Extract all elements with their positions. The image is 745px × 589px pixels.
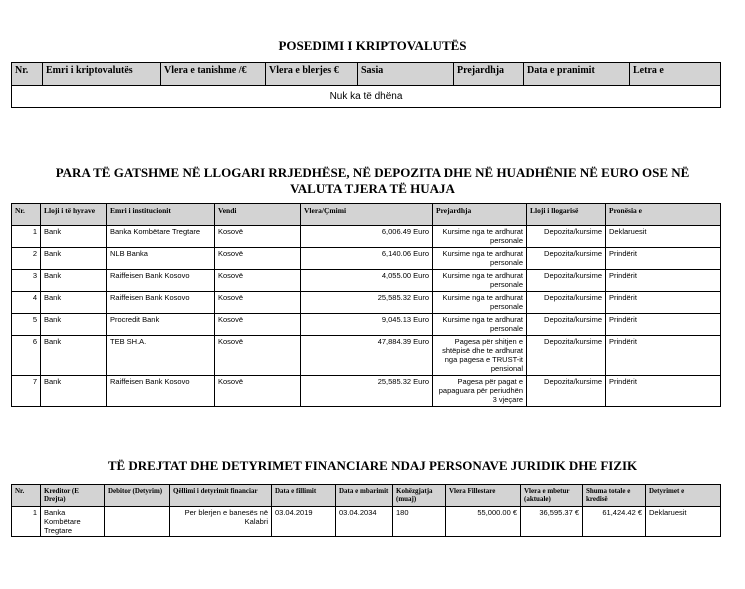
- cash-cell-origin: Kursime nga te ardhurat personale: [433, 248, 527, 270]
- cash-title-line1: PARA TË GATSHME NË LLOGARI RRJEDHËSE, NË DEPOZITA DHE NË HUADHËNIE NË EURO OSE NË: [55, 165, 690, 180]
- cash-col-country: Vendi: [215, 204, 301, 226]
- cash-cell-ownership: Prindërit: [606, 376, 721, 407]
- table-row: [12, 292, 721, 314]
- cash-cell-institution: Raiffeisen Bank Kosovo: [107, 376, 215, 407]
- cash-cell-institution: TEB SH.A.: [107, 336, 215, 376]
- crypto-col-purchase-value: Vlera e blerjes €: [266, 63, 358, 86]
- debts-header-row: [12, 485, 721, 507]
- debts-cell-end: 03.04.2034: [336, 507, 393, 537]
- cash-cell-origin: Kursime nga te ardhurat personale: [433, 292, 527, 314]
- cash-cell-account: Depozita/kursime: [527, 376, 606, 407]
- debts-col-purpose: Qëllimi i detyrimit financiar: [170, 485, 272, 507]
- cash-cell-nr: 1: [12, 226, 41, 248]
- table-row: [12, 86, 721, 108]
- cash-cell-ownership: Prindërit: [606, 292, 721, 314]
- cash-title-line2: VALUTA TJERA TË HUAJA: [290, 181, 455, 196]
- table-row: [12, 226, 721, 248]
- cash-cell-value: 6,006.49 Euro: [301, 226, 433, 248]
- cash-cell-origin: Pagesa për pagat e papaguara për periudhën 3 vjeçare: [433, 376, 527, 407]
- cash-cell-type: Bank: [41, 336, 107, 376]
- cash-cell-value: 9,045.13 Euro: [301, 314, 433, 336]
- cash-cell-account: Depozita/kursime: [527, 226, 606, 248]
- debts-cell-start: 03.04.2019: [272, 507, 336, 537]
- debts-cell-obligation: Deklaruesit: [646, 507, 721, 537]
- debts-cell-total: 61,424.42 €: [583, 507, 646, 537]
- debts-col-end-date: Data e mbarimit: [336, 485, 393, 507]
- table-row: [12, 507, 721, 537]
- cash-cell-nr: 5: [12, 314, 41, 336]
- cash-cell-type: Bank: [41, 292, 107, 314]
- cash-cell-type: Bank: [41, 270, 107, 292]
- crypto-col-nr: Nr.: [12, 63, 43, 86]
- cash-cell-value: 25,585.32 Euro: [301, 376, 433, 407]
- cash-cell-ownership: Deklaruesit: [606, 226, 721, 248]
- crypto-header-row: [12, 63, 721, 86]
- cash-cell-account: Depozita/kursime: [527, 314, 606, 336]
- debts-table: [11, 484, 721, 537]
- table-row: [12, 376, 721, 407]
- cash-cell-institution: Raiffeisen Bank Kosovo: [107, 270, 215, 292]
- cash-cell-country: Kosovë: [215, 336, 301, 376]
- cash-cell-country: Kosovë: [215, 270, 301, 292]
- cash-col-value: Vlera/Çmimi: [301, 204, 433, 226]
- cash-col-nr: Nr.: [12, 204, 41, 226]
- cash-cell-institution: Banka Kombëtare Tregtare: [107, 226, 215, 248]
- cash-cell-country: Kosovë: [215, 226, 301, 248]
- cash-section-title: [0, 165, 745, 197]
- cash-cell-account: Depozita/kursime: [527, 292, 606, 314]
- cash-cell-account: Depozita/kursime: [527, 336, 606, 376]
- debts-col-creditor: Kreditor (E Drejta): [41, 485, 105, 507]
- table-row: [12, 314, 721, 336]
- cash-cell-value: 6,140.06 Euro: [301, 248, 433, 270]
- crypto-col-date-received: Data e pranimit: [524, 63, 630, 86]
- cash-cell-nr: 3: [12, 270, 41, 292]
- debts-col-initial-value: Vlera Fillestare: [446, 485, 521, 507]
- crypto-table: [11, 62, 721, 108]
- cash-cell-institution: NLB Banka: [107, 248, 215, 270]
- cash-cell-ownership: Prindërit: [606, 314, 721, 336]
- cash-col-income-type: Lloji i të hyrave: [41, 204, 107, 226]
- cash-cell-ownership: Prindërit: [606, 270, 721, 292]
- cash-cell-value: 47,884.39 Euro: [301, 336, 433, 376]
- cash-cell-origin: Kursime nga te ardhurat personale: [433, 226, 527, 248]
- crypto-col-name: Emri i kriptovalutës: [43, 63, 161, 86]
- debts-cell-creditor: Banka Kombëtare Tregtare: [41, 507, 105, 537]
- cash-col-institution: Emri i institucionit: [107, 204, 215, 226]
- cash-cell-type: Bank: [41, 314, 107, 336]
- cash-cell-type: Bank: [41, 248, 107, 270]
- cash-col-ownership: Pronësia e: [606, 204, 721, 226]
- crypto-col-quantity: Sasia: [358, 63, 454, 86]
- cash-cell-origin: Pagesa për shitjen e shtëpisë dhe te ardhurat nga pagesa e TRUST-it pensional: [433, 336, 527, 376]
- table-row: [12, 248, 721, 270]
- cash-cell-country: Kosovë: [215, 292, 301, 314]
- cash-cell-nr: 7: [12, 376, 41, 407]
- debts-col-nr: Nr.: [12, 485, 41, 507]
- cash-cell-ownership: Prindërit: [606, 336, 721, 376]
- cash-cell-country: Kosovë: [215, 248, 301, 270]
- debts-section-title: TË DREJTAT DHE DETYRIMET FINANCIARE NDAJ PERSONAVE JURIDIK DHE FIZIK: [107, 458, 638, 473]
- crypto-col-current-value: Vlera e tanishme /€: [161, 63, 266, 86]
- debts-cell-nr: 1: [12, 507, 41, 537]
- cash-cell-type: Bank: [41, 226, 107, 248]
- debts-cell-debtor: [105, 507, 170, 537]
- debts-col-remaining-value: Vlera e mbetur (aktuale): [521, 485, 583, 507]
- cash-cell-account: Depozita/kursime: [527, 270, 606, 292]
- debts-col-obligation: Detyrimet e: [646, 485, 721, 507]
- debts-cell-purpose: Per blerjen e banesës në Kalabri: [170, 507, 272, 537]
- table-row: [12, 336, 721, 376]
- cash-cell-nr: 2: [12, 248, 41, 270]
- cash-col-account-type: Lloji i llogarisë: [527, 204, 606, 226]
- debts-cell-duration: 180: [393, 507, 446, 537]
- cash-cell-value: 25,585.32 Euro: [301, 292, 433, 314]
- debts-col-debtor: Debitor (Detyrim): [105, 485, 170, 507]
- cash-cell-nr: 4: [12, 292, 41, 314]
- cash-cell-account: Depozita/kursime: [527, 248, 606, 270]
- cash-col-origin: Prejardhja: [433, 204, 527, 226]
- cash-cell-country: Kosovë: [215, 376, 301, 407]
- cash-cell-country: Kosovë: [215, 314, 301, 336]
- debts-cell-remaining: 36,595.37 €: [521, 507, 583, 537]
- cash-cell-origin: Kursime nga te ardhurat personale: [433, 314, 527, 336]
- cash-cell-ownership: Prindërit: [606, 248, 721, 270]
- cash-cell-type: Bank: [41, 376, 107, 407]
- crypto-section-title: POSEDIMI I KRIPTOVALUTËS: [278, 38, 467, 53]
- debts-cell-initial: 55,000.00 €: [446, 507, 521, 537]
- cash-cell-origin: Kursime nga te ardhurat personale: [433, 270, 527, 292]
- crypto-col-letter: Letra e: [630, 63, 721, 86]
- cash-header-row: [12, 204, 721, 226]
- table-row: [12, 270, 721, 292]
- cash-table: [11, 203, 721, 407]
- cash-cell-institution: Procredit Bank: [107, 314, 215, 336]
- debts-col-duration: Kohëzgjatja (muaj): [393, 485, 446, 507]
- cash-cell-institution: Raiffeisen Bank Kosovo: [107, 292, 215, 314]
- crypto-col-origin: Prejardhja: [454, 63, 524, 86]
- debts-col-start-date: Data e fillimit: [272, 485, 336, 507]
- debts-col-total: Shuma totale e kredisë: [583, 485, 646, 507]
- cash-cell-nr: 6: [12, 336, 41, 376]
- empty-message: Nuk ka të dhëna: [12, 86, 721, 108]
- cash-cell-value: 4,055.00 Euro: [301, 270, 433, 292]
